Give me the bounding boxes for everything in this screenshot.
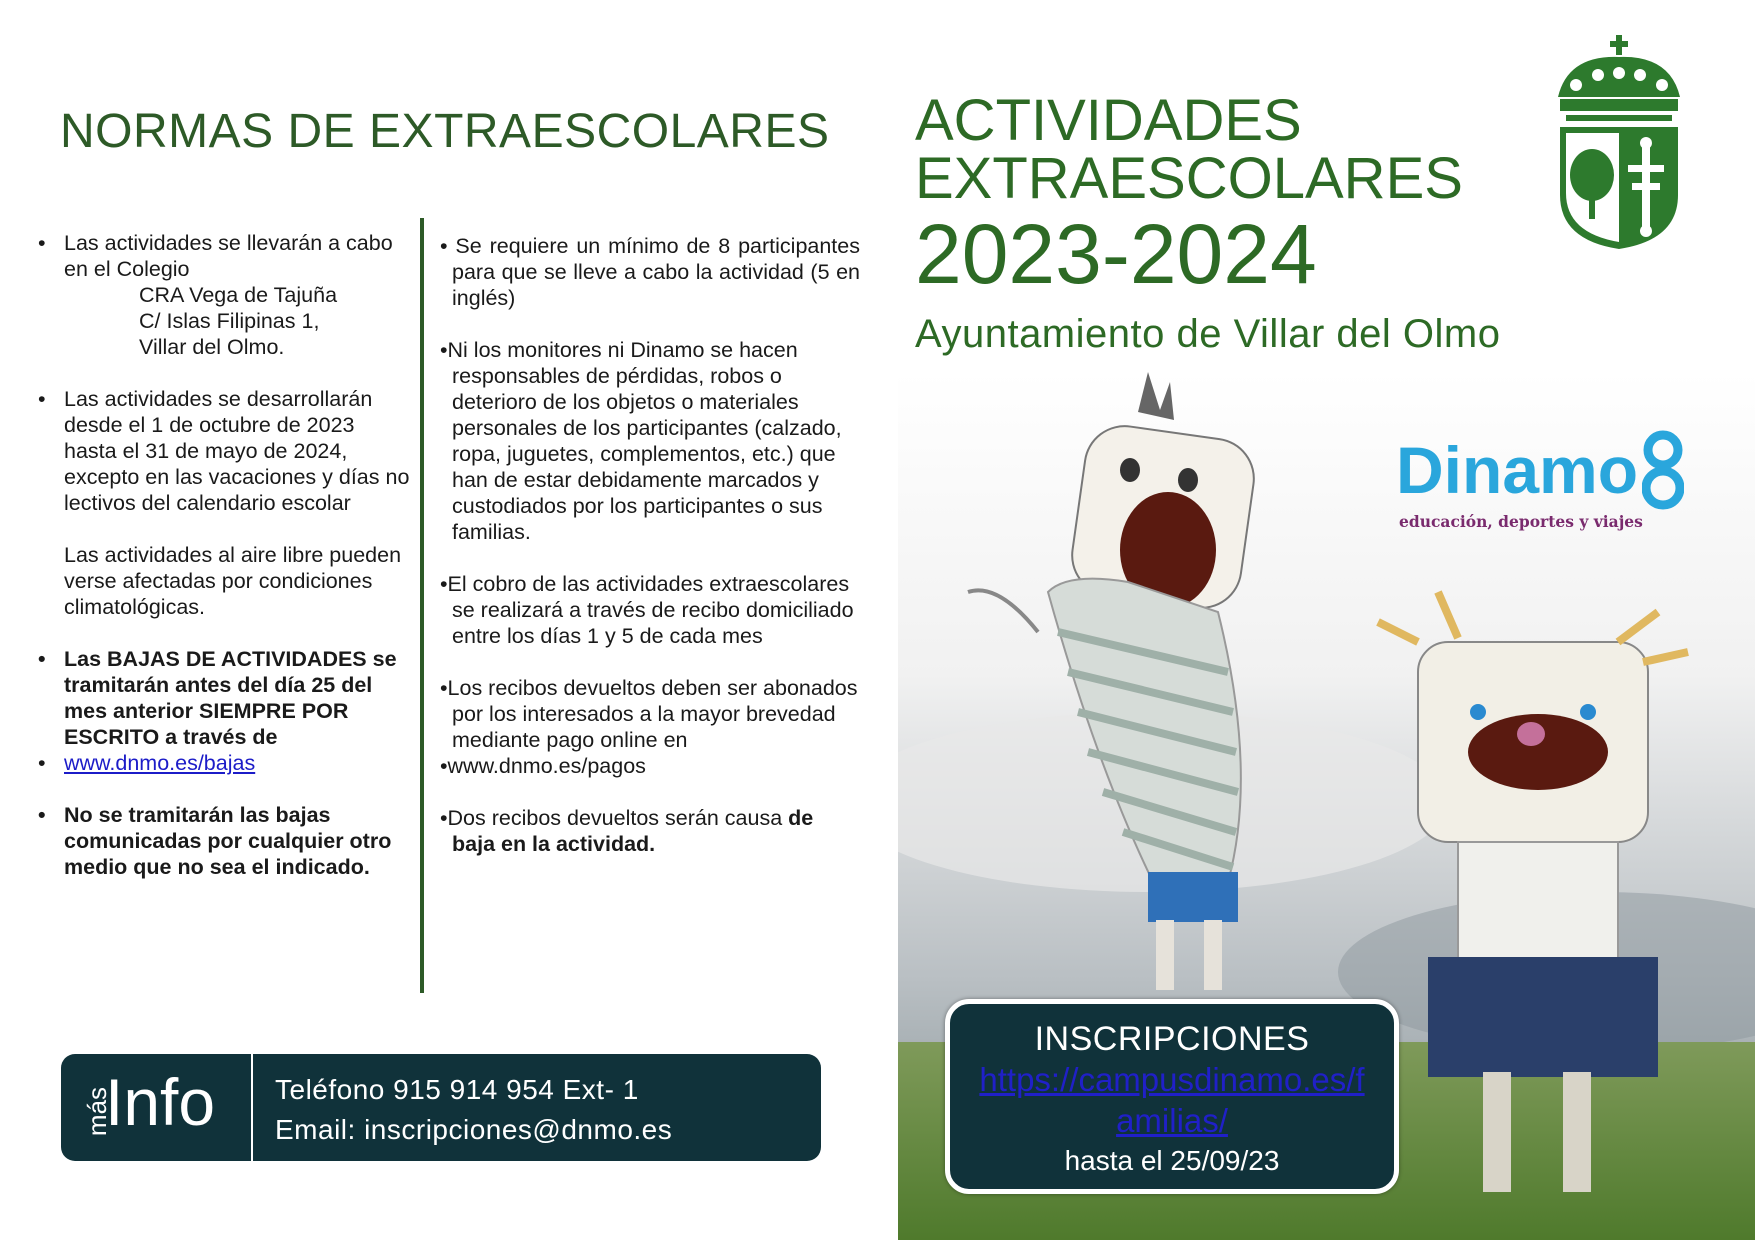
- email-text: Email: inscripciones@dnmo.es: [275, 1114, 673, 1145]
- brochure-title-line2: EXTRAESCOLARES: [915, 146, 1463, 211]
- dinamo-tagline: educación, deportes y viajes: [1399, 512, 1643, 531]
- rules-column-1: [38, 230, 413, 906]
- school-town: Villar del Olmo.: [139, 335, 285, 359]
- phone-text: Teléfono 915 914 954 Ext- 1: [275, 1074, 639, 1105]
- rule-text: Las BAJAS DE ACTIVIDADES se tramitarán antes del día 25 del mes anterior SIEMPRE POR ESCRITO a través de: [64, 647, 397, 749]
- info-label: Info: [105, 1065, 216, 1139]
- school-year: 2023-2024: [915, 207, 1317, 301]
- infinity-icon: [1642, 430, 1684, 510]
- rule-item-location: [38, 230, 413, 360]
- school-name: CRA Vega de Tajuña: [139, 283, 338, 307]
- rule-two-returns: [440, 805, 860, 857]
- rule-text: •Dos recibos devueltos serán causa: [440, 806, 789, 830]
- registration-link[interactable]: https://campusdinamo.es/familias/: [979, 1061, 1365, 1139]
- registration-deadline: hasta el 25/09/23: [1064, 1145, 1280, 1176]
- registration-box: [945, 999, 1399, 1194]
- rule-text: Las actividades al aire libre pueden verse afectadas por condiciones climatológicas.: [64, 543, 402, 619]
- rule-text: No se tramitarán las bajas comunicadas por cualquier otro medio que no sea el indicado.: [64, 803, 392, 879]
- info-separator: [251, 1054, 253, 1161]
- contact-info-box: [61, 1054, 821, 1161]
- rules-column-2: [440, 233, 860, 883]
- brochure-title-line1: ACTIVIDADES: [915, 88, 1302, 153]
- rule-billing: •El cobro de las actividades extraescolares se realizará a través de recibo domiciliado entre los días 1 y 5 de cada mes: [440, 572, 854, 648]
- dinamo-wordmark: Dinamo: [1396, 433, 1639, 507]
- payments-link[interactable]: •www.dnmo.es/pagos: [440, 754, 646, 778]
- registration-title: INSCRIPCIONES: [1034, 1020, 1310, 1058]
- mas-label: más: [82, 1086, 113, 1137]
- school-street: C/ Islas Filipinas 1,: [139, 309, 320, 333]
- rule-item-other-means: [38, 802, 413, 880]
- cancellations-link[interactable]: www.dnmo.es/bajas: [64, 751, 256, 775]
- rule-returned-receipts: [440, 675, 860, 779]
- coat-of-arms-icon: [1548, 35, 1690, 253]
- town-hall-name: Ayuntamiento de Villar del Olmo: [915, 312, 1501, 356]
- rule-text-bold: de baja en la actividad.: [452, 806, 814, 856]
- rule-minimum-participants: • Se requiere un mínimo de 8 participantes para que se lleve a cabo la actividad (5 en inglés): [440, 234, 860, 310]
- dinamo-logo: [1396, 430, 1684, 531]
- rule-item-cancel-link: [38, 750, 413, 776]
- rule-item-cancellations: [38, 646, 413, 750]
- rule-text: Las actividades se desarrollarán desde el 1 de octubre de 2023 hasta el 31 de mayo de 2024, excepto en las vacaciones y días no lectivos del calendario escolar: [64, 387, 410, 515]
- column-divider: [420, 218, 424, 993]
- rule-text: Las actividades se llevarán a cabo en el Colegio: [64, 231, 393, 281]
- rule-item-weather: [38, 542, 413, 620]
- rule-item-dates: [38, 386, 413, 516]
- rule-text: •Los recibos devueltos deben ser abonados por los interesados a la mayor brevedad mediante pago online en: [440, 676, 858, 752]
- page-title: NORMAS DE EXTRAESCOLARES: [60, 105, 830, 158]
- rule-liability: •Ni los monitores ni Dinamo se hacen responsables de pérdidas, robos o deterioro de los objetos o materiales personales de los participantes (calzado, ropa, juguetes, complementos, etc.) que han de estar debidamente marcados y custodiados por los participantes o sus familias.: [440, 338, 842, 544]
